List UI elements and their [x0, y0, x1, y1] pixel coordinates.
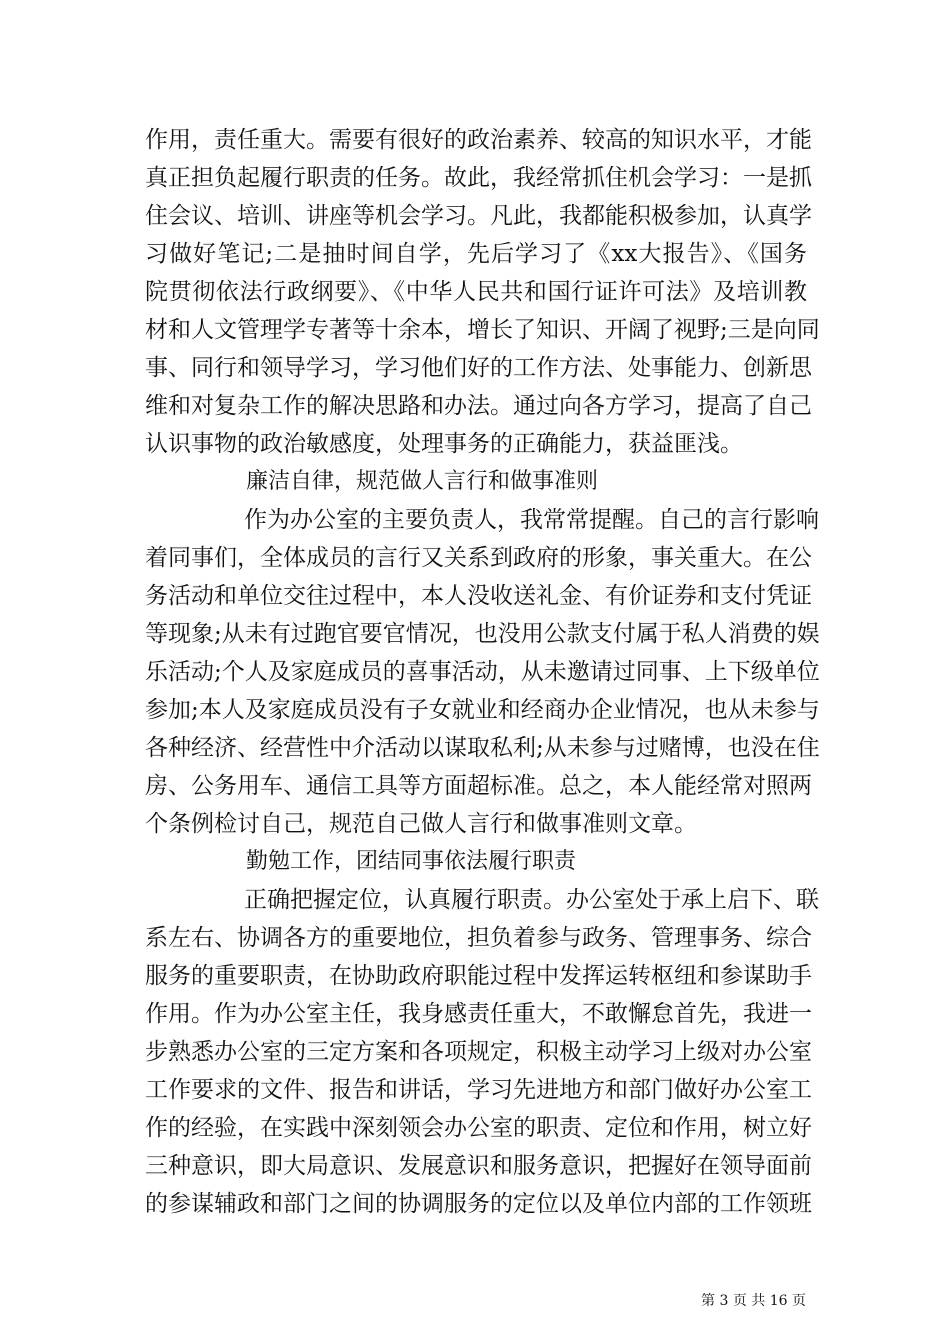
paragraph-line: 住会议、培训、讲座等机会学习。凡此，我都能积极参加，认真学 [145, 203, 812, 229]
section-heading: 勤勉工作，团结同事依法履行职责 [246, 849, 577, 874]
paragraph-line: 院贯彻依法行政纲要》、《中华人民共和国行证许可法》及培训教 [145, 279, 807, 305]
paragraph-line: 务活动和单位交往过程中，本人没收送礼金、有价证券和支付凭证 [145, 583, 812, 609]
paragraph-line: 维和对复杂工作的解决思路和办法。通过向各方学习，提高了自己 [145, 393, 812, 419]
paragraph-line: 房、公务用车、通信工具等方面超标准。总之，本人能经常对照两 [145, 773, 812, 799]
paragraph-line: 工作要求的文件、报告和讲话，学习先进地方和部门做好办公室工 [145, 1077, 812, 1103]
paragraph-line: 参加;本人及家庭成员没有子女就业和经商办企业情况，也从未参与 [145, 697, 820, 723]
paragraph-line: 事、同行和领导学习，学习他们好的工作方法、处事能力、创新思 [145, 355, 812, 381]
paragraph-line: 作用，责任重大。需要有很好的政治素养、较高的知识水平，才能 [145, 127, 812, 153]
paragraph-line: 作的经验，在实践中深刻领会办公室的职责、定位和作用，树立好 [145, 1115, 812, 1141]
paragraph-line: 习做好笔记;二是抽时间自学，先后学习了《xx大报告》、《国务 [145, 241, 807, 267]
paragraph-line: 的参谋辅政和部门之间的协调服务的定位以及单位内部的工作领班 [145, 1191, 812, 1217]
paragraph-line: 真正担负起履行职责的任务。故此，我经常抓住机会学习：一是抓 [145, 165, 812, 191]
paragraph-line: 个条例检讨自己，规范自己做人言行和做事准则文章。 [145, 811, 697, 837]
page-number-footer: 第 3 页 共 16 页 [701, 1293, 806, 1309]
paragraph-line: 作用。作为办公室主任，我身感责任重大，不敢懈怠首先，我进一 [145, 1001, 812, 1027]
paragraph-line: 步熟悉办公室的三定方案和各项规定，积极主动学习上级对办公室 [145, 1039, 812, 1065]
paragraph-line: 等现象;从未有过跑官要官情况，也没用公款支付属于私人消费的娱 [145, 621, 820, 647]
paragraph-line: 认识事物的政治敏感度，处理事务的正确能力，获益匪浅。 [145, 431, 743, 457]
paragraph-line: 三种意识，即大局意识、发展意识和服务意识，把握好在领导面前 [145, 1153, 812, 1179]
paragraph-line: 服务的重要职责，在协助政府职能过程中发挥运转枢纽和参谋助手 [145, 963, 812, 989]
paragraph-line: 各种经济、经营性中介活动以谋取私利;从未参与过赌博，也没在住 [145, 735, 820, 761]
paragraph-line: 材和人文管理学专著等十余本，增长了知识、开阔了视野;三是向同 [145, 317, 820, 343]
section-heading: 廉洁自律，规范做人言行和做事准则 [246, 469, 599, 494]
paragraph-line: 乐活动;个人及家庭成员的喜事活动，从未邀请过同事、上下级单位 [145, 659, 820, 685]
paragraph-line: 正确把握定位，认真履行职责。办公室处于承上启下、联 [244, 887, 819, 913]
paragraph-line: 着同事们，全体成员的言行又关系到政府的形象，事关重大。在公 [145, 545, 812, 571]
paragraph-line: 作为办公室的主要负责人，我常常提醒。自己的言行影响 [244, 507, 819, 533]
paragraph-line: 系左右、协调各方的重要地位，担负着参与政务、管理事务、综合 [145, 925, 812, 951]
